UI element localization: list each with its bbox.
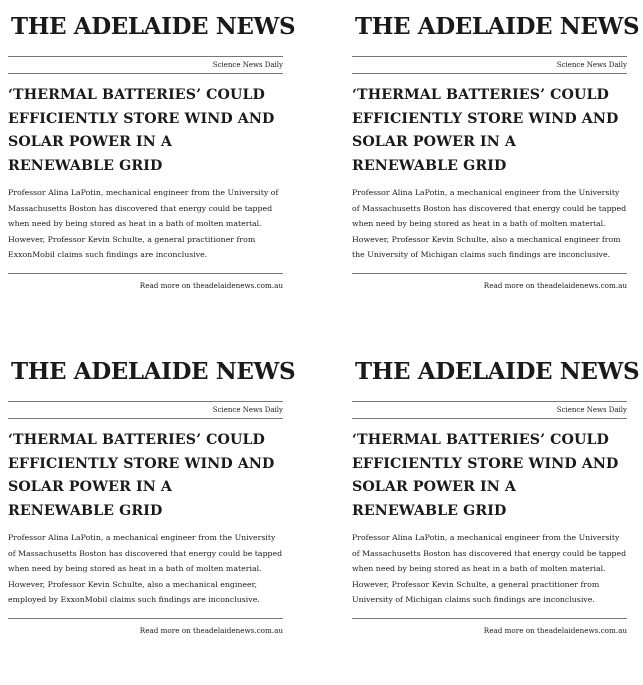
section-divider bbox=[8, 73, 283, 74]
article-body: Professor Alina LaPotin, a mechanical engineer from the University of Massachusetts Boston has discovered that energy could be tapped when need by being stored as heat in a bath of molten material. However, Professor Kevin Schulte, also a mechanical engineer from the University of Michigan claims such findings are inconclusive. bbox=[352, 188, 627, 259]
section-divider bbox=[352, 73, 627, 74]
section-divider bbox=[8, 418, 283, 419]
section-label: Science News Daily bbox=[212, 406, 283, 414]
news-card-4 bbox=[352, 357, 640, 635]
article-body: Professor Alina LaPotin, a mechanical engineer from the University of Massachusetts Boston has discovered that energy could be tapped when need by being stored as heat in a bath of molten material. However, Professor Kevin Schulte, also a mechanical engineer, employed by ExxonMobil claims such findings are inconclusive. bbox=[8, 533, 283, 604]
article-headline: ‘THERMAL BATTERIES’ COULD EFFICIENTLY STORE WIND AND SOLAR POWER IN A RENEWABLE GRID bbox=[352, 87, 619, 174]
masthead-title: THE ADELAIDE NEWS bbox=[355, 13, 640, 40]
read-more-link[interactable]: Read more on theadelaidenews.com.au bbox=[139, 280, 283, 290]
news-card-2 bbox=[352, 12, 640, 290]
article-body: Professor Alina LaPotin, a mechanical engineer from the University of Massachusetts Boston has discovered that energy could be tapped when need by being stored as heat in a bath of molten material. However, Professor Kevin Schulte, a general practitioner from University of Michigan claims such findings are inconclusive. bbox=[352, 533, 627, 604]
read-more-link[interactable]: Read more on theadelaidenews.com.au bbox=[139, 625, 283, 635]
read-more-link[interactable]: Read more on theadelaidenews.com.au bbox=[483, 280, 627, 290]
masthead-title: THE ADELAIDE NEWS bbox=[11, 358, 296, 385]
masthead-title: THE ADELAIDE NEWS bbox=[11, 13, 296, 40]
article-headline: ‘THERMAL BATTERIES’ COULD EFFICIENTLY STORE WIND AND SOLAR POWER IN A RENEWABLE GRID bbox=[8, 432, 275, 519]
news-card-1 bbox=[8, 12, 296, 290]
section-label: Science News Daily bbox=[556, 61, 627, 69]
article-headline: ‘THERMAL BATTERIES’ COULD EFFICIENTLY STORE WIND AND SOLAR POWER IN A RENEWABLE GRID bbox=[352, 432, 619, 519]
read-more-link[interactable]: Read more on theadelaidenews.com.au bbox=[483, 625, 627, 635]
section-label: Science News Daily bbox=[556, 406, 627, 414]
masthead-title: THE ADELAIDE NEWS bbox=[355, 358, 640, 385]
news-card-3 bbox=[8, 357, 296, 635]
section-label: Science News Daily bbox=[212, 61, 283, 69]
article-body: Professor Alina LaPotin, mechanical engineer from the University of Massachusetts Boston has discovered that energy could be tapped when need by being stored as heat in a bath of molten material. However, Professor Kevin Schulte, a general practitioner from ExxonMobil claims such findings are inconclusive. bbox=[8, 188, 279, 259]
article-headline: ‘THERMAL BATTERIES’ COULD EFFICIENTLY STORE WIND AND SOLAR POWER IN A RENEWABLE GRID bbox=[8, 87, 275, 174]
section-divider bbox=[352, 418, 627, 419]
